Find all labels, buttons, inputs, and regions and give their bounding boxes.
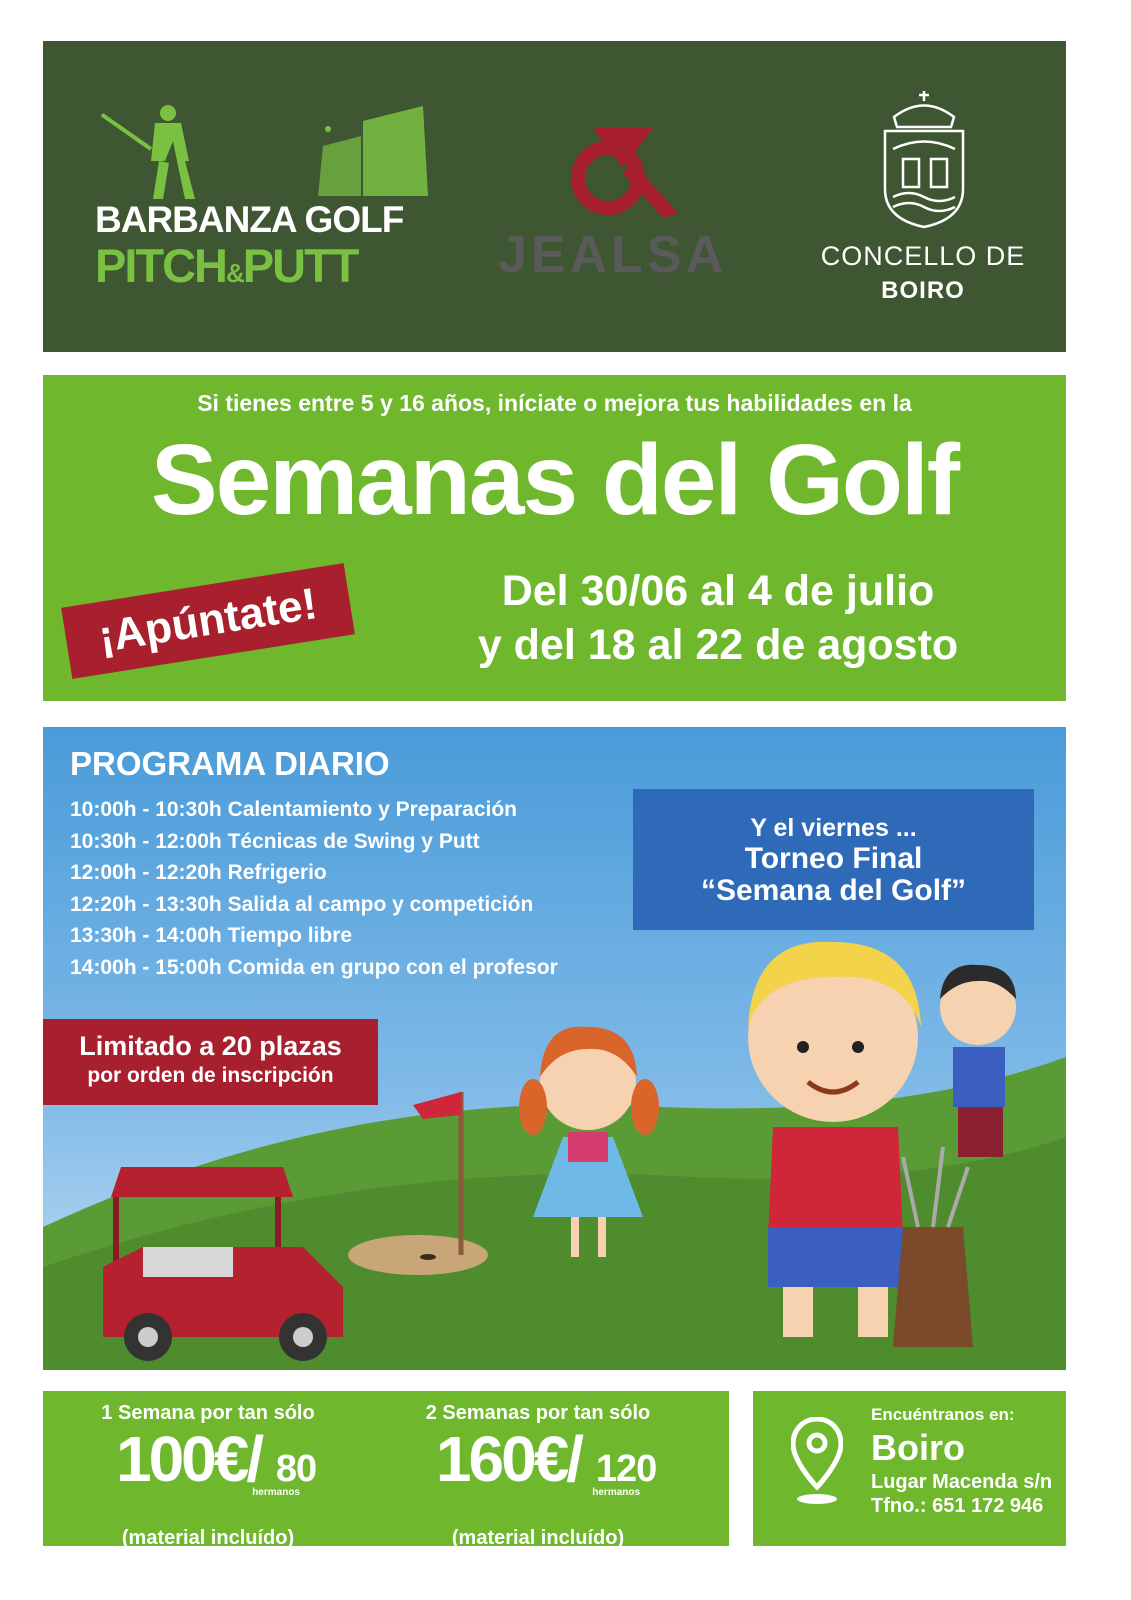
schedule-item: 14:00h - 15:00h Comida en grupo con el profesor xyxy=(70,955,558,979)
intro-text: Si tienes entre 5 y 16 años, iníciate o mejora tus habilidades en la xyxy=(197,390,912,416)
schedule-item: 12:00h - 12:20h Refrigerio xyxy=(70,861,327,885)
schedule-list xyxy=(70,794,558,984)
concello-name: BOIRO xyxy=(881,277,965,304)
sponsor-header xyxy=(43,41,1066,352)
map-pin-icon xyxy=(791,1417,843,1507)
schedule-item: 12:20h - 13:30h Salida al campo y competición xyxy=(70,892,534,916)
friday-line-2: Torneo Final xyxy=(744,842,923,875)
pricing-section xyxy=(43,1391,729,1549)
friday-line-1: Y el viernes ... xyxy=(750,814,917,842)
price-label: 1 Semana por tan sólo xyxy=(101,1402,315,1424)
boy-character-icon xyxy=(748,942,921,1337)
event-dates xyxy=(438,565,998,673)
location-address: Lugar Macenda s/n xyxy=(871,1471,1053,1493)
page-title: Semanas del Golf xyxy=(150,424,959,536)
price-amount: 100€/ 80hermanos xyxy=(115,1423,317,1498)
signup-badge: ¡Apúntate! xyxy=(61,563,355,679)
price-included-note: (material incluído) xyxy=(121,1527,295,1549)
program-title: PROGRAMA DIARIO xyxy=(70,745,390,782)
jealsa-logo-icon xyxy=(563,123,683,218)
pitch-putt-logo-text: PITCH&PUTT xyxy=(95,239,358,292)
price-two-weeks xyxy=(373,1401,703,1551)
limited-places-box xyxy=(43,1019,378,1105)
schedule-item: 10:30h - 12:00h Técnicas de Swing y Putt xyxy=(70,829,480,853)
dates-line-1: Del 30/06 al 4 de julio xyxy=(501,567,935,615)
location-phone: Tfno.: 651 172 946 xyxy=(871,1495,1044,1517)
location-city: Boiro xyxy=(871,1427,965,1468)
location-section xyxy=(753,1391,1066,1546)
schedule-item: 13:30h - 14:00h Tiempo libre xyxy=(70,924,353,948)
price-one-week xyxy=(43,1401,373,1551)
limited-line-1: Limitado a 20 plazas xyxy=(79,1031,342,1061)
dates-line-2: y del 18 al 22 de agosto xyxy=(477,620,959,669)
program-section xyxy=(43,727,1066,1370)
concello-title: CONCELLO DE xyxy=(820,241,1026,271)
golfer-buildings-icon xyxy=(93,101,433,201)
hero-banner xyxy=(43,375,1066,701)
location-label: Encuéntranos en: xyxy=(871,1405,1015,1424)
price-amount: 160€/ 120hermanos xyxy=(435,1423,657,1498)
friday-line-3: “Semana del Golf” xyxy=(700,874,967,907)
limited-line-2: por orden de inscripción xyxy=(87,1064,334,1087)
jealsa-logo-text: JEALSA xyxy=(498,226,728,284)
friday-tournament-box xyxy=(633,789,1034,930)
schedule-item: 10:00h - 10:30h Calentamiento y Preparación xyxy=(70,798,517,821)
barbanza-golf-logo-text: BARBANZA GOLF xyxy=(95,199,404,240)
price-included-note: (material incluído) xyxy=(451,1527,625,1549)
boiro-coat-of-arms-icon xyxy=(879,89,969,229)
price-label: 2 Semanas por tan sólo xyxy=(425,1402,651,1424)
